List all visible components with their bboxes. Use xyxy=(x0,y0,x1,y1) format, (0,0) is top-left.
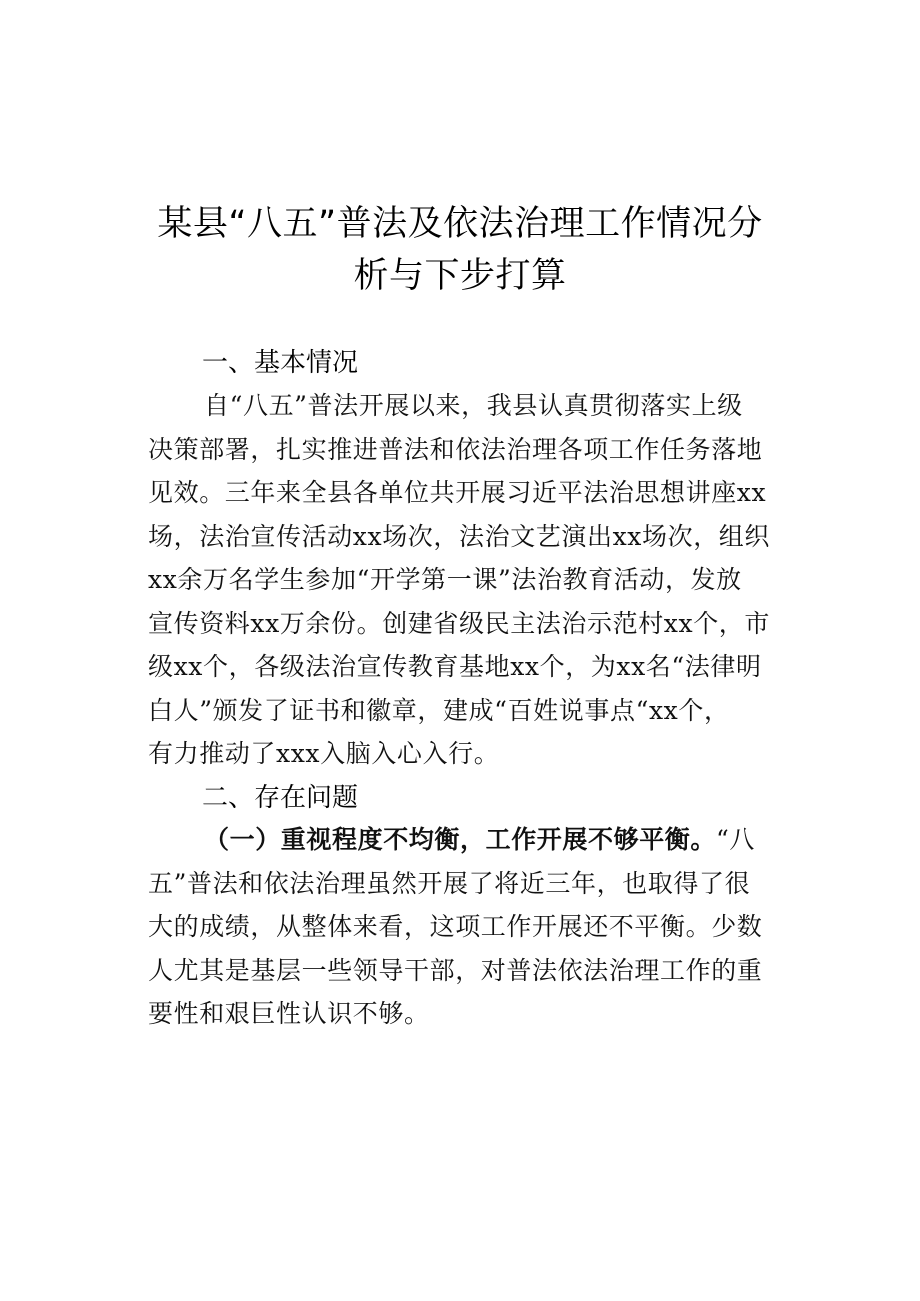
paragraph-first-line xyxy=(148,818,788,862)
paragraph-line: 宣传资料xx万余份。创建省级民主法治示范村xx个，市 xyxy=(148,608,770,638)
paragraph-line: 决策部署，扎实推进普法和依法治理各项工作任务落地 xyxy=(148,434,763,464)
paragraph-line: xx余万名学生参加“开学第一课”法治教育活动，发放 xyxy=(148,565,742,594)
paragraph-line: 见效。三年来全县各单位共开展习近平法治思想讲座xx xyxy=(148,478,767,507)
paragraph-line: 大的成绩，从整体来看，这项工作开展还不平衡。少数 xyxy=(148,912,763,941)
paragraph-line: 人尤其是基层一些领导干部，对普法依法治理工作的重 xyxy=(148,955,763,985)
paragraph-basic-situation xyxy=(148,384,788,776)
paragraph-line: 要性和艰巨性认识不够。 xyxy=(148,999,430,1028)
section-heading-basic-situation: 一、基本情况 xyxy=(202,348,359,378)
paragraph-line-rest: “八 xyxy=(716,825,755,854)
document-title xyxy=(140,198,780,302)
paragraph-line: 白人”颁发了证书和徽章，建成“百姓说事点“xx个， xyxy=(148,695,730,725)
section-heading-existing-problems: 二、存在问题 xyxy=(202,783,359,813)
title-line-1: 某县“八五”普法及依法治理工作情况分 xyxy=(157,204,763,244)
paragraph-existing-problems xyxy=(148,818,788,1036)
paragraph-line: 五”普法和依法治理虽然开展了将近三年，也取得了很 xyxy=(148,868,751,898)
paragraph-line: 自“八五”普法开展以来，我县认真贯彻落实上级 xyxy=(204,391,743,420)
paragraph-line: 场，法治宣传活动xx场次，法治文艺演出xx场次，组织 xyxy=(148,521,770,551)
paragraph-line: 有力推动了xxx入脑入心入行。 xyxy=(148,739,500,768)
subheading-uneven-attention: （一）重视程度不均衡，工作开展不够平衡。 xyxy=(204,825,717,854)
title-line-2: 析与下步打算 xyxy=(353,256,567,296)
paragraph-line: 级xx个，各级法治宣传教育基地xx个，为xx名“法律明 xyxy=(148,652,762,681)
